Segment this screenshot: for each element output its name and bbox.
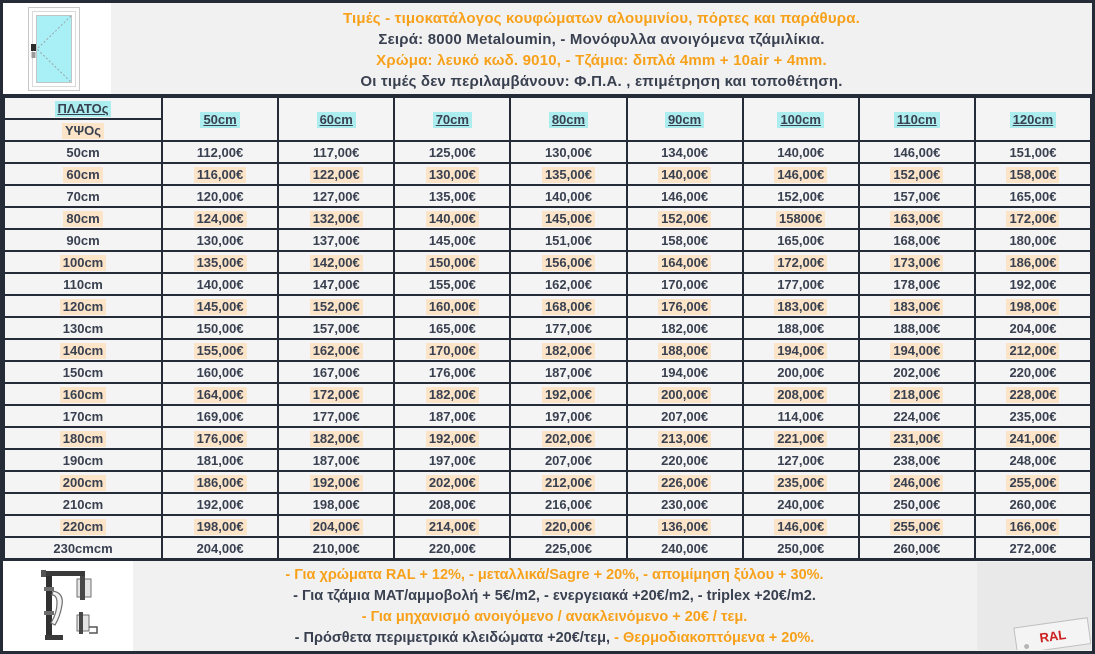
price-cell: 176,00€ — [627, 295, 743, 317]
price-cell: 165,00€ — [743, 229, 859, 251]
price-cell: 246,00€ — [859, 471, 975, 493]
price-cell: 158,00€ — [975, 163, 1091, 185]
title-line-1: Τιμές - τιμοκατάλογος κουφώματων αλουμινίου, πόρτες και παράθυρα. — [342, 10, 861, 27]
price-cell: 152,00€ — [743, 185, 859, 207]
price-cell: 188,00€ — [627, 339, 743, 361]
price-cell: 117,00€ — [278, 141, 394, 163]
price-cell: 163,00€ — [859, 207, 975, 229]
title-line-3: Χρώμα: λευκό κωδ. 9010, - Τζάμια: διπλά 4mm + 10air + 4mm. — [376, 52, 827, 69]
price-cell: 172,00€ — [743, 251, 859, 273]
price-cell: 134,00€ — [627, 141, 743, 163]
price-cell: 15800€ — [743, 207, 859, 229]
row-header-60cm: 60cm — [4, 163, 162, 185]
price-cell: 192,00€ — [975, 273, 1091, 295]
row-header-180cm: 180cm — [4, 427, 162, 449]
corner-header-platos: ΠΛΑΤΟς — [4, 97, 162, 119]
price-cell: 160,00€ — [162, 361, 278, 383]
row-header-230cmcm: 230cmcm — [4, 537, 162, 559]
price-cell: 130,00€ — [162, 229, 278, 251]
price-cell: 207,00€ — [510, 449, 626, 471]
price-cell: 146,00€ — [859, 141, 975, 163]
price-cell: 130,00€ — [394, 163, 510, 185]
price-cell: 187,00€ — [394, 405, 510, 427]
title-block — [111, 3, 1092, 94]
price-cell: 152,00€ — [627, 207, 743, 229]
price-cell: 146,00€ — [627, 185, 743, 207]
price-cell: 188,00€ — [859, 317, 975, 339]
price-cell: 125,00€ — [394, 141, 510, 163]
price-cell: 120,00€ — [162, 185, 278, 207]
price-cell: 169,00€ — [162, 405, 278, 427]
price-cell: 158,00€ — [627, 229, 743, 251]
col-header-100cm: 100cm — [743, 97, 859, 141]
table-row-190cm — [4, 449, 1091, 471]
ral-color-fan-icon — [977, 562, 1091, 650]
table-row-80cm — [4, 207, 1091, 229]
price-cell: 164,00€ — [627, 251, 743, 273]
price-cell: 208,00€ — [743, 383, 859, 405]
price-cell: 164,00€ — [162, 383, 278, 405]
price-cell: 160,00€ — [394, 295, 510, 317]
price-cell: 238,00€ — [859, 449, 975, 471]
col-header-60cm: 60cm — [278, 97, 394, 141]
price-cell: 210,00€ — [278, 537, 394, 559]
price-cell: 177,00€ — [743, 273, 859, 295]
price-cell: 145,00€ — [510, 207, 626, 229]
price-cell: 183,00€ — [859, 295, 975, 317]
price-cell: 192,00€ — [394, 427, 510, 449]
table-row-110cm — [4, 273, 1091, 295]
row-header-140cm: 140cm — [4, 339, 162, 361]
price-cell: 272,00€ — [975, 537, 1091, 559]
col-header-120cm: 120cm — [975, 97, 1091, 141]
price-cell: 260,00€ — [975, 493, 1091, 515]
price-cell: 140,00€ — [394, 207, 510, 229]
footer-band — [3, 560, 1092, 651]
price-cell: 182,00€ — [510, 339, 626, 361]
table-row-60cm — [4, 163, 1091, 185]
price-cell: 132,00€ — [278, 207, 394, 229]
price-cell: 170,00€ — [627, 273, 743, 295]
col-header-110cm: 110cm — [859, 97, 975, 141]
col-header-50cm: 50cm — [162, 97, 278, 141]
row-header-120cm: 120cm — [4, 295, 162, 317]
table-row-100cm — [4, 251, 1091, 273]
row-header-110cm: 110cm — [4, 273, 162, 295]
row-header-50cm: 50cm — [4, 141, 162, 163]
col-header-90cm: 90cm — [627, 97, 743, 141]
price-cell: 140,00€ — [162, 273, 278, 295]
price-cell: 183,00€ — [743, 295, 859, 317]
price-cell: 220,00€ — [510, 515, 626, 537]
price-cell: 200,00€ — [627, 383, 743, 405]
price-cell: 167,00€ — [278, 361, 394, 383]
table-row-180cm — [4, 427, 1091, 449]
price-cell: 212,00€ — [510, 471, 626, 493]
price-cell: 208,00€ — [394, 493, 510, 515]
price-cell: 166,00€ — [975, 515, 1091, 537]
price-cell: 240,00€ — [743, 493, 859, 515]
price-cell: 231,00€ — [859, 427, 975, 449]
footer-line-4-dark: - Πρόσθετα περιμετρικά κλειδώματα +20€/τεμ, — [294, 630, 615, 646]
table-row-220cm — [4, 515, 1091, 537]
header-band — [3, 3, 1092, 96]
price-cell: 157,00€ — [278, 317, 394, 339]
price-cell: 140,00€ — [743, 141, 859, 163]
price-cell: 177,00€ — [278, 405, 394, 427]
price-cell: 186,00€ — [975, 251, 1091, 273]
price-cell: 186,00€ — [162, 471, 278, 493]
price-cell: 228,00€ — [975, 383, 1091, 405]
price-cell: 225,00€ — [510, 537, 626, 559]
price-cell: 212,00€ — [975, 339, 1091, 361]
price-cell: 248,00€ — [975, 449, 1091, 471]
price-cell: 155,00€ — [394, 273, 510, 295]
price-cell: 207,00€ — [627, 405, 743, 427]
door-window-icon — [28, 7, 80, 91]
table-row-210cm — [4, 493, 1091, 515]
price-cell: 165,00€ — [394, 317, 510, 339]
col-header-80cm: 80cm — [510, 97, 626, 141]
price-cell: 235,00€ — [975, 405, 1091, 427]
table-row-200cm — [4, 471, 1091, 493]
price-cell: 176,00€ — [394, 361, 510, 383]
price-cell: 197,00€ — [394, 449, 510, 471]
price-cell: 145,00€ — [162, 295, 278, 317]
price-cell: 224,00€ — [859, 405, 975, 427]
price-cell: 116,00€ — [162, 163, 278, 185]
price-cell: 204,00€ — [975, 317, 1091, 339]
price-cell: 216,00€ — [510, 493, 626, 515]
row-header-210cm: 210cm — [4, 493, 162, 515]
price-cell: 220,00€ — [394, 537, 510, 559]
price-cell: 192,00€ — [162, 493, 278, 515]
price-cell: 142,00€ — [278, 251, 394, 273]
price-cell: 152,00€ — [859, 163, 975, 185]
price-cell: 151,00€ — [510, 229, 626, 251]
table-row-70cm — [4, 185, 1091, 207]
svg-text:RAL: RAL — [1038, 626, 1068, 646]
price-cell: 192,00€ — [510, 383, 626, 405]
table-row-90cm — [4, 229, 1091, 251]
price-cell: 150,00€ — [162, 317, 278, 339]
price-cell: 198,00€ — [278, 493, 394, 515]
price-cell: 137,00€ — [278, 229, 394, 251]
footer-line-4 — [133, 628, 976, 649]
row-header-200cm: 200cm — [4, 471, 162, 493]
price-cell: 173,00€ — [859, 251, 975, 273]
row-header-130cm: 130cm — [4, 317, 162, 339]
price-cell: 187,00€ — [510, 361, 626, 383]
price-cell: 155,00€ — [162, 339, 278, 361]
price-cell: 140,00€ — [627, 163, 743, 185]
price-cell: 198,00€ — [975, 295, 1091, 317]
price-cell: 192,00€ — [278, 471, 394, 493]
price-cell: 218,00€ — [859, 383, 975, 405]
price-cell: 220,00€ — [627, 449, 743, 471]
price-cell: 150,00€ — [394, 251, 510, 273]
price-cell: 147,00€ — [278, 273, 394, 295]
price-cell: 197,00€ — [510, 405, 626, 427]
window-hardware-icon — [31, 567, 107, 645]
row-header-100cm: 100cm — [4, 251, 162, 273]
price-cell: 172,00€ — [278, 383, 394, 405]
col-header-70cm: 70cm — [394, 97, 510, 141]
price-cell: 112,00€ — [162, 141, 278, 163]
price-cell: 255,00€ — [859, 515, 975, 537]
price-cell: 127,00€ — [743, 449, 859, 471]
price-cell: 168,00€ — [510, 295, 626, 317]
price-cell: 255,00€ — [975, 471, 1091, 493]
footer-line-3: - Για μηχανισμό ανοιγόμενο / ανακλεινόμενο + 20€ / τεμ. — [361, 609, 748, 625]
price-cell: 162,00€ — [278, 339, 394, 361]
table-row-150cm — [4, 361, 1091, 383]
price-cell: 122,00€ — [278, 163, 394, 185]
table-row-170cm — [4, 405, 1091, 427]
price-cell: 140,00€ — [510, 185, 626, 207]
footer-line-2: - Για τζάμια ΜΑΤ/αμμοβολή + 5€/m2, - ενεργειακά +20€/m2, - triplex +20€/m2. — [293, 588, 816, 604]
price-cell: 235,00€ — [743, 471, 859, 493]
price-cell: 204,00€ — [162, 537, 278, 559]
footer-line-1: - Για χρώματα RAL + 12%, - μεταλλικά/Sagre + 20%, - απομίμηση ξύλου + 30%. — [285, 567, 824, 583]
price-cell: 204,00€ — [278, 515, 394, 537]
price-cell: 202,00€ — [394, 471, 510, 493]
price-cell: 194,00€ — [743, 339, 859, 361]
price-cell: 170,00€ — [394, 339, 510, 361]
price-cell: 220,00€ — [975, 361, 1091, 383]
hardware-image-panel — [3, 561, 133, 651]
price-table — [3, 96, 1092, 560]
row-header-190cm: 190cm — [4, 449, 162, 471]
price-cell: 200,00€ — [743, 361, 859, 383]
row-header-90cm: 90cm — [4, 229, 162, 251]
price-cell: 136,00€ — [627, 515, 743, 537]
price-cell: 230,00€ — [627, 493, 743, 515]
title-line-2: Σειρά: 8000 Metaloumin, - Μονόφυλλα ανοιγόμενα τζάμιλίκια. — [378, 31, 825, 48]
price-cell: 130,00€ — [510, 141, 626, 163]
price-cell: 114,00€ — [743, 405, 859, 427]
row-header-220cm: 220cm — [4, 515, 162, 537]
price-cell: 168,00€ — [859, 229, 975, 251]
price-cell: 151,00€ — [975, 141, 1091, 163]
footer-line-4-orange: - Θερμοδιακοπτόμενα + 20%. — [614, 630, 815, 646]
price-cell: 146,00€ — [743, 163, 859, 185]
price-cell: 124,00€ — [162, 207, 278, 229]
price-cell: 162,00€ — [510, 273, 626, 295]
table-row-50cm — [4, 141, 1091, 163]
price-cell: 188,00€ — [743, 317, 859, 339]
price-cell: 157,00€ — [859, 185, 975, 207]
row-header-70cm: 70cm — [4, 185, 162, 207]
price-cell: 127,00€ — [278, 185, 394, 207]
price-cell: 145,00€ — [394, 229, 510, 251]
table-row-160cm — [4, 383, 1091, 405]
price-cell: 202,00€ — [510, 427, 626, 449]
title-line-4: Οι τιμές δεν περιλαμβάνουν: Φ.Π.Α. , επιμέτρηση και τοποθέτηση. — [360, 73, 843, 90]
price-cell: 250,00€ — [859, 493, 975, 515]
ral-image-panel — [976, 561, 1092, 651]
price-cell: 213,00€ — [627, 427, 743, 449]
price-cell: 180,00€ — [975, 229, 1091, 251]
door-image-panel — [3, 3, 111, 94]
price-cell: 221,00€ — [743, 427, 859, 449]
corner-header-ypsos: ΥΨΟς — [4, 119, 162, 141]
price-cell: 241,00€ — [975, 427, 1091, 449]
price-cell: 172,00€ — [975, 207, 1091, 229]
price-cell: 182,00€ — [627, 317, 743, 339]
price-cell: 177,00€ — [510, 317, 626, 339]
price-cell: 226,00€ — [627, 471, 743, 493]
row-header-80cm: 80cm — [4, 207, 162, 229]
price-cell: 178,00€ — [859, 273, 975, 295]
price-cell: 156,00€ — [510, 251, 626, 273]
price-cell: 181,00€ — [162, 449, 278, 471]
price-cell: 182,00€ — [394, 383, 510, 405]
price-cell: 202,00€ — [859, 361, 975, 383]
price-cell: 135,00€ — [162, 251, 278, 273]
price-cell: 146,00€ — [743, 515, 859, 537]
price-cell: 135,00€ — [394, 185, 510, 207]
price-cell: 194,00€ — [859, 339, 975, 361]
table-row-140cm — [4, 339, 1091, 361]
price-cell: 165,00€ — [975, 185, 1091, 207]
row-header-150cm: 150cm — [4, 361, 162, 383]
price-cell: 250,00€ — [743, 537, 859, 559]
row-header-160cm: 160cm — [4, 383, 162, 405]
price-cell: 182,00€ — [278, 427, 394, 449]
footer-notes — [133, 561, 976, 651]
price-cell: 135,00€ — [510, 163, 626, 185]
table-row-130cm — [4, 317, 1091, 339]
row-header-170cm: 170cm — [4, 405, 162, 427]
price-cell: 194,00€ — [627, 361, 743, 383]
price-cell: 152,00€ — [278, 295, 394, 317]
price-cell: 240,00€ — [627, 537, 743, 559]
table-row-230cmcm — [4, 537, 1091, 559]
price-cell: 214,00€ — [394, 515, 510, 537]
table-row-120cm — [4, 295, 1091, 317]
price-cell: 176,00€ — [162, 427, 278, 449]
price-cell: 260,00€ — [859, 537, 975, 559]
price-cell: 187,00€ — [278, 449, 394, 471]
price-cell: 198,00€ — [162, 515, 278, 537]
